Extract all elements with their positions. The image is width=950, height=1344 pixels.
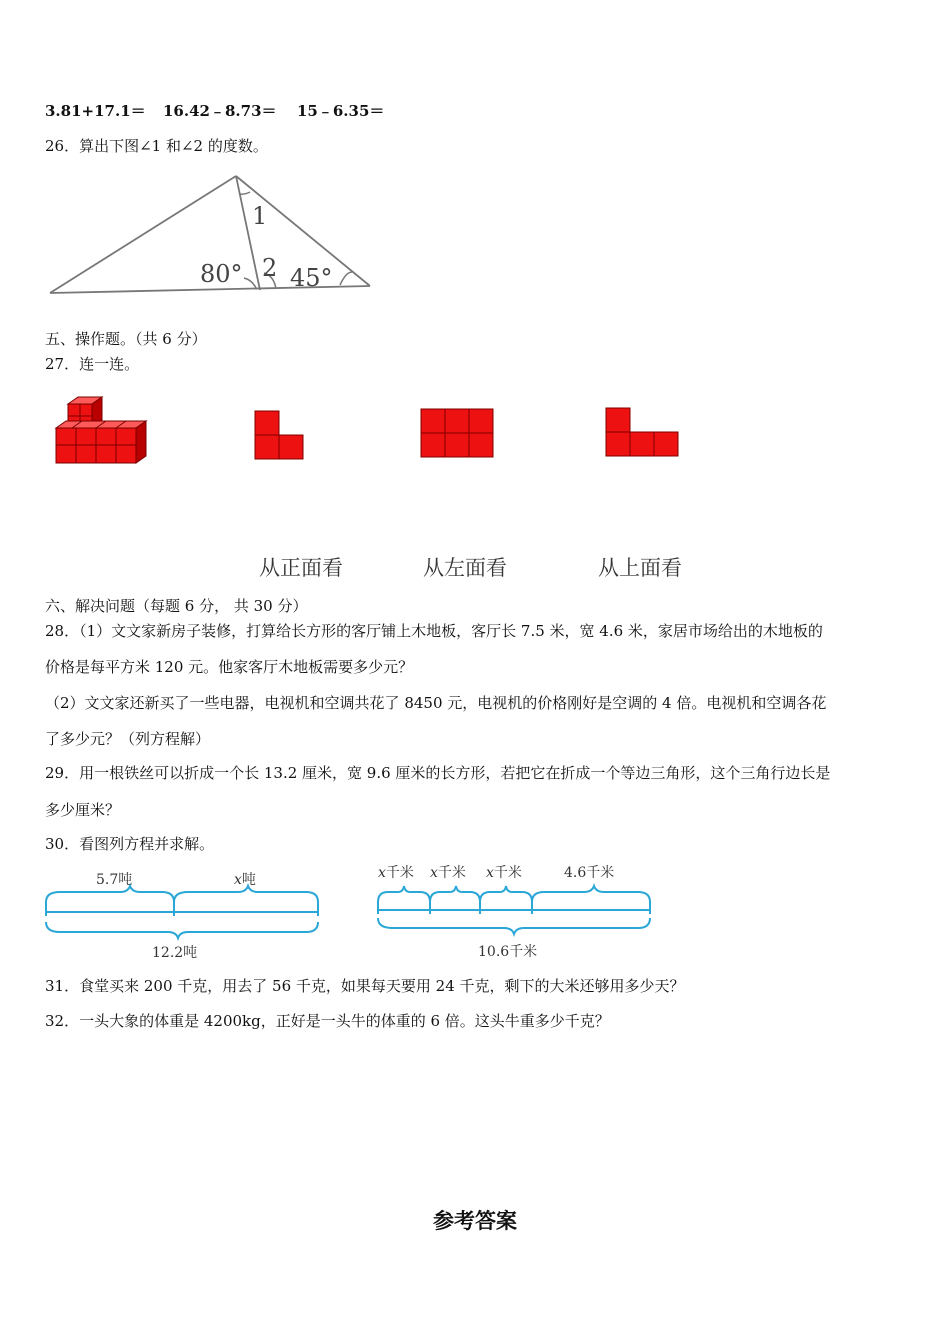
diagram2-seg-1-unit: 千米 — [385, 865, 414, 881]
cube-solid-figure — [52, 396, 152, 470]
view-shape-1 — [254, 410, 306, 462]
angle-arc-1 — [239, 192, 250, 194]
section6-title: 六、解决问题（每题 6 分， 共 30 分） — [45, 597, 308, 615]
diagram2-seg-2-label — [430, 864, 466, 881]
q31-text: 31．食堂买来 200 千克，用去了 56 千克，如果每天要用 24 千克，剩下的大米还够用多少天？ — [45, 977, 685, 995]
calc-row — [45, 101, 384, 121]
diagram2-brace-bottom — [378, 918, 650, 934]
diagram2-seg-3-var: x — [486, 865, 494, 881]
q28-line-3: （2）文文家还新买了一些电器，电视机和空调共花了 8450 元，电视机的价格刚好是空调的 4 倍。电视机和空调各花 — [45, 694, 827, 712]
diagram2-seg-2-var: x — [430, 865, 438, 881]
diagram2-seg-3-unit: 千米 — [493, 865, 522, 881]
q27-text: 27．连一连。 — [45, 355, 140, 373]
angle-1-label: 1 — [252, 202, 268, 230]
q29-line-2: 多少厘米？ — [45, 801, 121, 819]
view-label-front: 从正面看 — [259, 556, 343, 580]
diagram1-var-x: x — [234, 872, 242, 888]
diagram1-part-b — [234, 872, 256, 888]
q30-text: 30．看图列方程并求解。 — [45, 835, 215, 853]
angle-arc-80 — [244, 278, 256, 288]
diagram2-seg-1-var: x — [378, 865, 386, 881]
q28-line-2: 价格是每平方米 120 元。他家客厅木地板需要多少元？ — [45, 658, 414, 676]
q29-line-1: 29．用一根铁丝可以折成一个长 13.2 厘米，宽 9.6 厘米的长方形，若把它在折成一个等边三角形，这个三角行边长是 — [45, 764, 831, 782]
diagram2-brace-2 — [430, 886, 480, 902]
view-label-top: 从上面看 — [598, 556, 682, 580]
diagram1-brace-bottom — [46, 922, 318, 938]
view-shape-2 — [420, 408, 496, 460]
calc-item-1: 3.81+17.1＝ — [45, 102, 146, 120]
line-diagram-2 — [372, 860, 662, 960]
angle-2-label: 2 — [262, 254, 278, 282]
diagram2-seg-1-label — [378, 864, 414, 881]
diagram2-seg-3-label — [486, 864, 522, 881]
diagram1-brace-top-a — [46, 886, 174, 902]
diagram1-var-unit: 吨 — [241, 872, 256, 888]
angle-arc-45 — [340, 272, 352, 285]
q32-text: 32．一头大象的体重是 4200kg，正好是一头牛的体重的 6 倍。这头牛重多少千克？ — [45, 1012, 610, 1030]
diagram2-total: 10.6千米 — [478, 944, 538, 960]
diagram2-brace-3 — [480, 886, 532, 902]
line-diagram-1 — [40, 866, 330, 966]
diagram1-part-a: 5.7吨 — [96, 872, 133, 888]
calc-item-2: 16.42﹣8.73＝ — [163, 102, 277, 120]
angle-80-label: 80° — [200, 260, 243, 288]
angle-45-label: 45° — [290, 264, 333, 292]
q26-text: 26．算出下图∠1 和∠2 的度数。 — [45, 137, 268, 155]
calc-item-3: 15﹣6.35＝ — [297, 102, 385, 120]
q28-line-4: 了多少元？（列方程解） — [45, 730, 211, 748]
q28-line-1: 28．（1）文文家新房子装修，打算给长方形的客厅铺上木地板，客厅长 7.5 米，宽 4.6 米，家居市场给出的木地板的 — [45, 622, 823, 640]
section5-title: 五、操作题。（共 6 分） — [45, 330, 207, 348]
diagram2-seg-2-unit: 千米 — [437, 865, 466, 881]
view-shape-3 — [605, 407, 681, 459]
view-label-left: 从左面看 — [423, 556, 507, 580]
diagram2-brace-4 — [532, 886, 650, 902]
diagram2-seg-4-label: 4.6千米 — [564, 865, 615, 881]
answers-title: 参考答案 — [433, 1208, 517, 1233]
diagram1-brace-top-b — [174, 886, 318, 902]
diagram1-total: 12.2吨 — [152, 945, 198, 961]
triangle-figure — [40, 168, 380, 303]
diagram2-brace-1 — [378, 886, 430, 902]
